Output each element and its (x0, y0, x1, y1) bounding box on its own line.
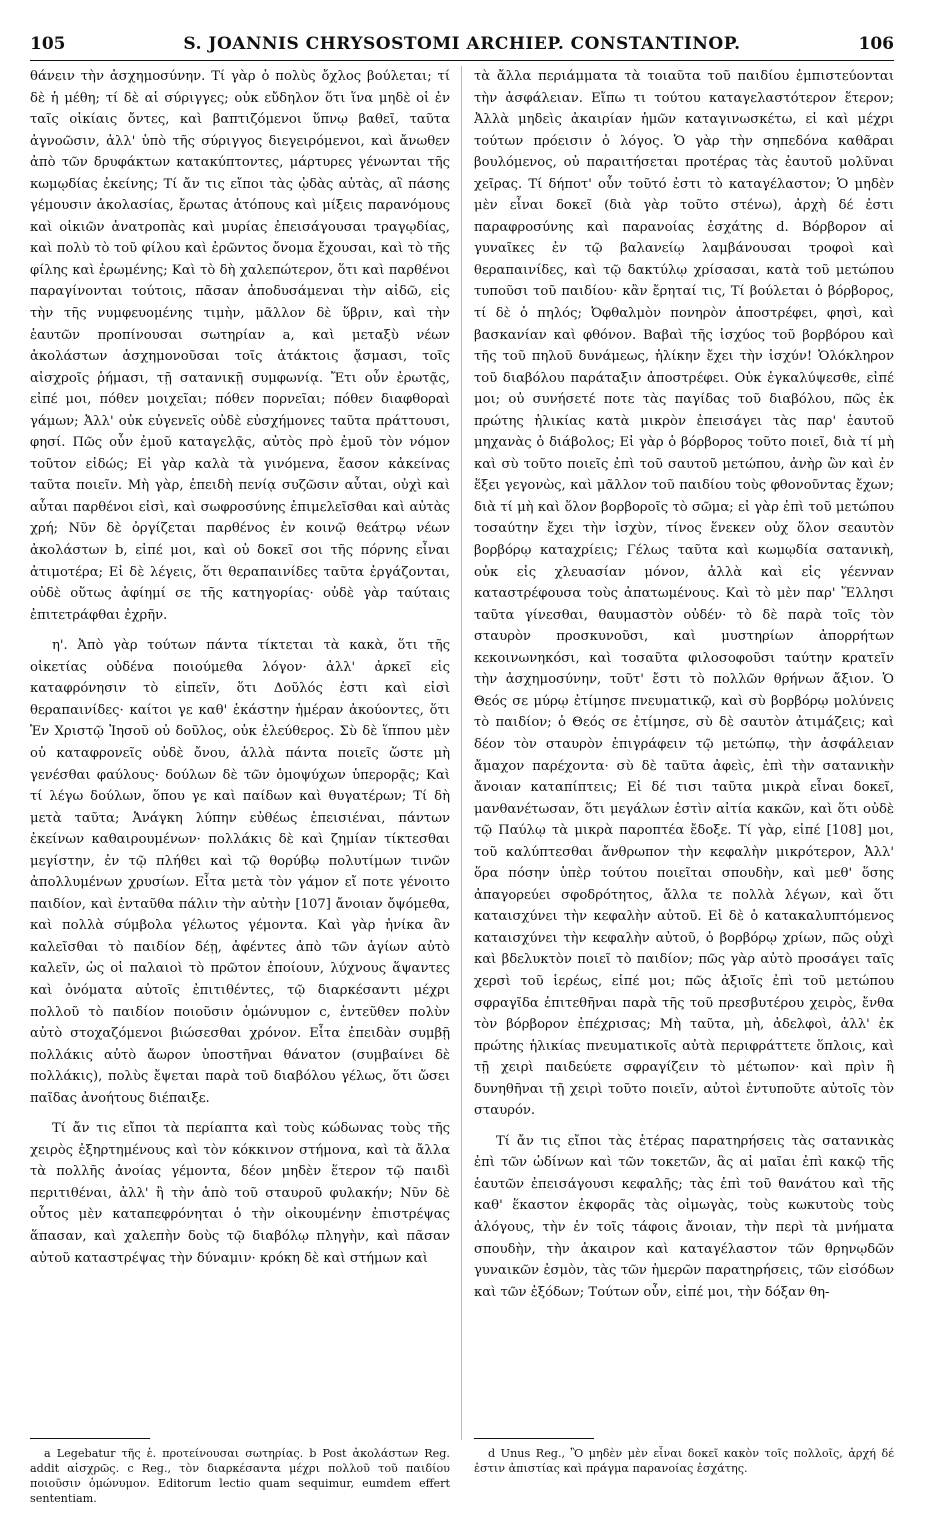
footnote-rule-right (474, 1438, 594, 1439)
footnotes-right (474, 1446, 894, 1536)
running-title: S. JOANNIS CHRYSOSTOMI ARCHIEP. CONSTANTINOP. (183, 34, 741, 54)
right-paragraph-2: Τί ἄν τις εἴποι τὰς ἑτέρας παρατηρήσεις τὰς σατανικὰς ἐπὶ τῶν ὠδίνων καὶ τῶν τοκετῶν, ἃς αἱ μαῖαι ἐπὶ κακῷ τῆς ἑαυτῶν ἐπεισάγουσι κεφαλῆς; τὰς ἐπὶ τοῦ θανάτου καὶ τῆς καθ' ἕκαστον ἐκφορᾶς τὰς οἰμωγὰς, τοὺς κωκυτοὺς τοὺς ἀλόγους, τὴν ἐν τοῖς τάφοις ἄνοιαν, τὴν περὶ τὰ μνήματα σπουδὴν, τὴν ἀκαιρον καὶ καταγέλαστον τῶν θρηνῳδῶν γυναικῶν ἐσμὸν, τὰς τῶν ἡμερῶν παρατηρήσεις, τῶν εἰσόδων καὶ τῶν ἐξόδων; Τούτων οὖν, εἰπέ μοι, τὴν δόξαν θη- (474, 1133, 894, 1300)
footnote-rule-left (30, 1438, 150, 1439)
right-paragraph-1: τὰ ἄλλα περιάμματα τὰ τοιαῦτα τοῦ παιδίου ἐμπιστεύονται τὴν ἀσφάλειαν. Εἴπω τι τούτου καταγελαστότερον ἕτερον; Ἀλλὰ μηδεὶς ἀκαιρίαν ἡμῶν καταγινωσκέτω, εἰ καὶ μέχρι τούτων πρόεισιν ὁ λόγος. Ὁ γὰρ τὴν σηπεδόνα καθᾶραι βουλόμενος, οὐ παραιτήσεται προτέρας τὰς ἑαυτοῦ μολῦναι χεῖρας. Τί δήποτ' οὖν τοῦτό ἐστι τὸ καταγέλαστον; Ὁ μηδὲν μὲν εἶναι δοκεῖ (διὰ γὰρ τοῦτο στένω), ἀρχὴ δέ ἐστι παραφροσύνης καὶ παρανοίας ἐσχάτης d. Βόρβορον αἱ γυναῖκες ἐν τῷ βαλανείῳ λαμβάνουσαι τροφοὶ καὶ θεραπαινίδες, καὶ τῷ δακτύλῳ χρίσασαι, κατὰ τοῦ μετώπου τυποῦσι τοῦ παιδίου· κἂν ἔρηταί τις, Τί βούλεται ὁ βόρβορος, τί δὲ ὁ πηλός; Ὀφθαλμὸν πονηρὸν ἀποστρέφει, φησὶ, καὶ βασκανίαν καὶ φθόνον. Βαβαὶ τῆς ἰσχύος τοῦ βορβόρου καὶ τῆς τοῦ πηλοῦ δυνάμεως, ἡλίκην ἔχει τὴν ἰσχύν! Ὁλόκληρον τοῦ διαβόλου παράταξιν ἀποστρέφει. Οὐκ ἐγκαλύψεσθε, εἰπέ μοι; οὐ συνήσετέ ποτε τὰς παγίδας τοῦ διαβόλου, πῶς ἐκ πρώτης ἡλικίας κατὰ μικρὸν ἐπεισάγει τὰς παρ' ἑαυτοῦ μηχανὰς ὁ διάβολος; Εἰ γὰρ ὁ βόρβορος τοῦτο ποιεῖ, διὰ τί μὴ καὶ σὺ τοῦτο ποιεῖς ἐπὶ τοῦ σαυτοῦ μετώπου, ἀνὴρ ὢν καὶ ἐν ἕξει γεγονὼς, καὶ μᾶλλον τοῦ παιδίου τοὺς φθονοῦντας ἔχων; διὰ τί μὴ καὶ ὅλον βορβοροῖς τὸ σῶμα; εἰ γὰρ ἐπὶ τοῦ μετώπου τοσαύτην ἔχει τὴν ἰσχὺν, τίνος ἕνεκεν οὐχ ὅλον σεαυτὸν βορβόρῳ καταχρίεις; Γέλως ταῦτα καὶ κωμῳδία σατανικὴ, οὐκ εἰς χλευασίαν μόνον, ἀλλὰ καὶ εἰς γέενναν καταστρέφουσα τοὺς ἀπατωμένους. Καὶ τὸ μὲν παρ' Ἕλλησι ταῦτα γίνεσθαι, θαυμαστὸν οὐδέν· τὸ δὲ παρὰ τοῖς τὸν σταυρὸν προσκυνοῦσι, καὶ μυστηρίων ἀπορρήτων κεκοινωνηκόσι, καὶ τοσαῦτα φιλοσοφοῦσι ταύτην κρατεῖν τὴν ἀσχημοσύνην, τοῦτ' ἔστι τὸ πολλῶν θρήνων ἄξιον. Ὁ Θεός σε μύρῳ ἐτίμησε πνευματικῷ, καὶ σὺ βορβόρῳ μολύνεις τὸ παιδίον; ὁ Θεός σε ἐτίμησε, σὺ δὲ σαυτὸν ἀτιμάζεις; καὶ δέον τὸν σταυρὸν ἐπιγράφειν τῷ μετώπῳ, τὴν ἀσφάλειαν ἄμαχον παρέχοντα· σὺ δὲ ταῦτα ἀφεὶς, ἐπὶ τὴν σατανικὴν ἄνοιαν καταπίπτεις; Εἰ δέ τισι ταῦτα μικρὰ εἶναι δοκεῖ, μανθανέτωσαν, ὅτι μεγάλων ἐστὶν αἰτία κακῶν, καὶ ὅτι οὐδὲ τῷ Παύλῳ τὰ μικρὰ παροπτέα ἔδοξε. Τί γὰρ, εἰπέ [108] μοι, τοῦ καλύπτεσθαι ἄνθρωπον τὴν κεφαλὴν μικρότερον, Ἀλλ' ὅρα πόσην ὑπὲρ τούτου ποιεῖται σπουδὴν, καὶ μεθ' ὅσης ἀπαγορεύει σφοδρότητος, ἄλλα τε πολλὰ λέγων, καὶ ὅτι καταισχύνει τὴν κεφαλὴν αὐτοῦ. Εἰ δὲ ὁ κατακαλυπτόμενος καταισχύνει τὴν κεφαλὴν αὐτοῦ, ὁ βορβόρῳ χρίων, πῶς οὐχὶ καὶ βδελυκτὸν ποιεῖ τὸ παιδίον; πῶς γὰρ αὐτὸ προσάγει ταῖς χερσὶ τοῦ ἱερέως, εἰπέ μοι; πῶς ἀξιοῖς ἐπὶ τοῦ μετώπου σφραγῖδα ἐπιτεθῆναι παρὰ τῆς τοῦ πρεσβυτέρου χειρὸς, ἔνθα τὸν βόρβορον ἐπέχρισας; Μὴ ταῦτα, μὴ, ἀδελφοὶ, ἀλλ' ἐκ πρώτης ἡλικίας πνευματικοῖς αὐτὰ περιφράττετε ὅπλοις, καὶ τῇ χειρὶ παιδεύετε σφραγίζειν τὸ μέτωπον· καὶ πρὶν ἢ δυνηθῆναι τῇ χειρὶ τοῦτο ποιεῖν, αὐτοὶ ἐντυποῦτε αὐτοῖς τὸν σταυρόν. (474, 69, 894, 1119)
left-paragraph-1: θάνειν τὴν ἀσχημοσύνην. Τί γὰρ ὁ πολὺς ὄχλος βούλεται; τί δὲ ἡ μέθη; τί δὲ αἱ σύριγγες; οὐκ εὔδηλον ὅτι ἵνα μηδὲ οἱ ἐν ταῖς οἰκίαις ὄντες, καὶ βαπτιζόμενοι ὕπνῳ βαθεῖ, ταῦτα ἀγνοῶσιν, ἀλλ' ὑπὸ τῆς σύριγγος διεγειρόμενοι, καὶ ἄνωθεν ἀπὸ τῶν δρυφάκτων κατακύπτοντες, μάρτυρες γένωνται τῆς κωμῳδίας ἐκείνης; Τί ἄν τις εἴποι τὰς ᾠδὰς αὐτὰς, αἳ πάσης γέμουσιν ἀκολασίας, ἔρωτας ἀτόπους καὶ μίξεις παρανόμους καὶ οἰκιῶν ἀνατροπὰς καὶ μυρίας ἐπεισάγουσαι τραγῳδίας, καὶ πολὺ τὸ τοῦ φίλου καὶ ἐρῶντος ὄνομα ἔχουσαι, καὶ τὸ τῆς φίλης καὶ ἐρωμένης; Καὶ τὸ δὴ χαλεπώτερον, ὅτι καὶ παρθένοι παραγίνονται τούτοις, πᾶσαν ἀποδυσάμεναι τὴν αἰδῶ, εἰς τὴν τῆς νυμφευομένης τιμὴν, μᾶλλον δὲ ὕβριν, καὶ τὴν ἑαυτῶν προπίνουσαι σωτηρίαν a, καὶ μεταξὺ νέων ἀκολάστων ἀσχημονοῦσαι τοῖς ἀτάκτοις ᾄσμασι, τοῖς αἰσχροῖς ῥήμασι, τῇ σατανικῇ συμφωνίᾳ. Ἔτι οὖν ἐρωτᾷς, εἰπέ μοι, πόθεν μοιχεῖαι; πόθεν πορνεῖαι; πόθεν διαφθοραὶ γάμων; Ἀλλ' οὐκ εὐγενεῖς οὐδὲ εὐσχήμονες ταῦτα πράττουσι, φησί. Πῶς οὖν ἐμοῦ καταγελᾷς, αὐτὸς πρὸ ἐμοῦ τὸν νόμον τοῦτον εἰδώς; Εἰ γὰρ καλὰ τὰ γινόμενα, ἔασον κἀκείνας ταῦτα ποιεῖν. Μὴ γὰρ, ἐπειδὴ πενίᾳ συζῶσιν αὗται, οὐχὶ καὶ αὗται παρθένοι εἰσὶ, καὶ σωφροσύνης ἐπιμελεῖσθαι καὶ αὐτὰς χρή; Νῦν δὲ ὀργίζεται παρθένος ἐν κοινῷ θεάτρῳ νέων ἀκολάστων b, εἰπέ μοι, καὶ οὐ δοκεῖ σοι τῆς πόρνης εἶναι ἀτιμοτέρα; Εἰ δὲ λέγεις, ὅτι θεραπαινίδες ταῦτα ἐργάζονται, οὐδὲ οὕτως ἀφίημί σε τῆς κατηγορίας· οὐδὲ γὰρ ταύταις ἐπιτετράφθαι ἐχρῆν. (30, 69, 450, 623)
left-paragraph-3: Τί ἄν τις εἴποι τὰ περίαπτα καὶ τοὺς κώδωνας τοὺς τῆς χειρὸς ἐξηρτημένους καὶ τὸν κόκκινον στήμονα, καὶ τὰ ἄλλα τὰ πολλῆς ἀνοίας γέμοντα, δέον μηδὲν ἕτερον τῷ παιδὶ περιτιθέναι, ἀλλ' ἢ τὴν ἀπὸ τοῦ σταυροῦ φυλακήν; Νῦν δὲ οὗτος μὲν καταπεφρόνηται ὁ τὴν οἰκουμένην ἐπιστρέψας ἅπασαν, καὶ χαλεπὴν δοὺς τῷ διαβόλῳ πληγὴν, καὶ πᾶσαν αὐτοῦ καταστρέψας τὴν δύναμιν· κρόκη δὲ καὶ στήμων καὶ (30, 1121, 450, 1266)
footnote-left-text: a Legebatur τῆς ἑ. προτείνουσαι σωτηρίας. b Post ἀκολάστων Reg. addit αἰσχρῶς. c Reg., τὸν διαρκέσαντα μέχρι πολλοῦ τοῦ παιδίου ποιοῦσιν ὁμώνυμον. Editorum lectio quam sequimur, eumdem effert sententiam. (30, 1447, 450, 1505)
left-paragraph-2: η'. Ἀπὸ γὰρ τούτων πάντα τίκτεται τὰ κακὰ, ὅτι τῆς οἰκετίας οὐδένα ποιούμεθα λόγον· ἀλλ' ἀρκεῖ εἰς καταφρόνησιν τὸ εἰπεῖν, ὅτι Δοῦλός ἐστι καὶ εἰσὶ θεραπαινίδες· καίτοι γε καθ' ἑκάστην ἡμέραν ἀκούοντες, ὅτι Ἐν Χριστῷ Ἰησοῦ οὐ δοῦλος, οὐκ ἐλεύθερος. Σὺ δὲ ἵππου μὲν οὐ καταφρονεῖς οὐδὲ ὄνου, ἀλλὰ πάντα ποιεῖς ὥστε μὴ γενέσθαι φαύλους· δούλων δὲ τῶν ὁμοψύχων ὑπερορᾷς; Καὶ τί λέγω δούλων, ὅπου γε καὶ παίδων καὶ θυγατέρων; Τί δὴ μετὰ ταῦτα; Ἀνάγκη λύπην εὐθέως ἐπεισιέναι, πάντων ἐκείνων καθαιρουμένων· πολλάκις δὲ καὶ ζημίαν τίκτεσθαι μεγίστην, ἐν τῷ πλήθει καὶ τῷ θορύβῳ πολυτίμων τινῶν ἀπολλυμένων χρυσίων. Εἶτα μετὰ τὸν γάμον εἴ ποτε γένοιτο παιδίον, καὶ ἐνταῦθα πάλιν τὴν αὐτὴν [107] ἄνοιαν ὄψόμεθα, καὶ πολλὰ σύμβολα γέλωτος γέμοντα. Καὶ γὰρ ἡνίκα ἂν καλεῖσθαι τὸ παιδίον δέῃ, ἀφέντες ἀπὸ τῶν ἁγίων αὐτὸ καλεῖν, ὡς οἱ παλαιοὶ τὸ πρῶτον ἐποίουν, λύχνους ἅψαντες καὶ ὀνόματα αὐτοῖς ἐπιτιθέντες, τῷ διαρκέσαντι μέχρι πολλοῦ τὸ παιδίον ποιοῦσιν ὁμώνυμον c, ἐντεῦθεν πολὺν αὐτὸ στοχαζόμενοι βιώσεσθαι χρόνον. Εἶτα ἐπειδὰν συμβῇ πολλάκις αὐτὸ ἄωρον ὑποστῆναι θάνατον (συμβαίνει δὲ πολλάκις), πολὺς ἔψεται παρὰ τοῦ διαβόλου γέλως, ὅτι ὥσει παῖδας ἀνοήτους διέπαιξε. (30, 638, 450, 1106)
page-number-right: 106 (858, 34, 894, 54)
right-column (474, 66, 894, 1440)
footnote-right-text: d Unus Reg., Ὃ μηδὲν μὲν εἶναι δοκεῖ κακὸν τοῖς πολλοῖς, ἀρχή δέ ἐστιν ἀπιστίας καὶ πράγμα παρανοίας ἐσχάτης. (474, 1447, 894, 1475)
footnotes-left (30, 1446, 450, 1536)
page-number-left: 105 (30, 34, 66, 54)
running-header (30, 30, 894, 61)
left-column (30, 66, 450, 1440)
column-divider (461, 66, 462, 1440)
